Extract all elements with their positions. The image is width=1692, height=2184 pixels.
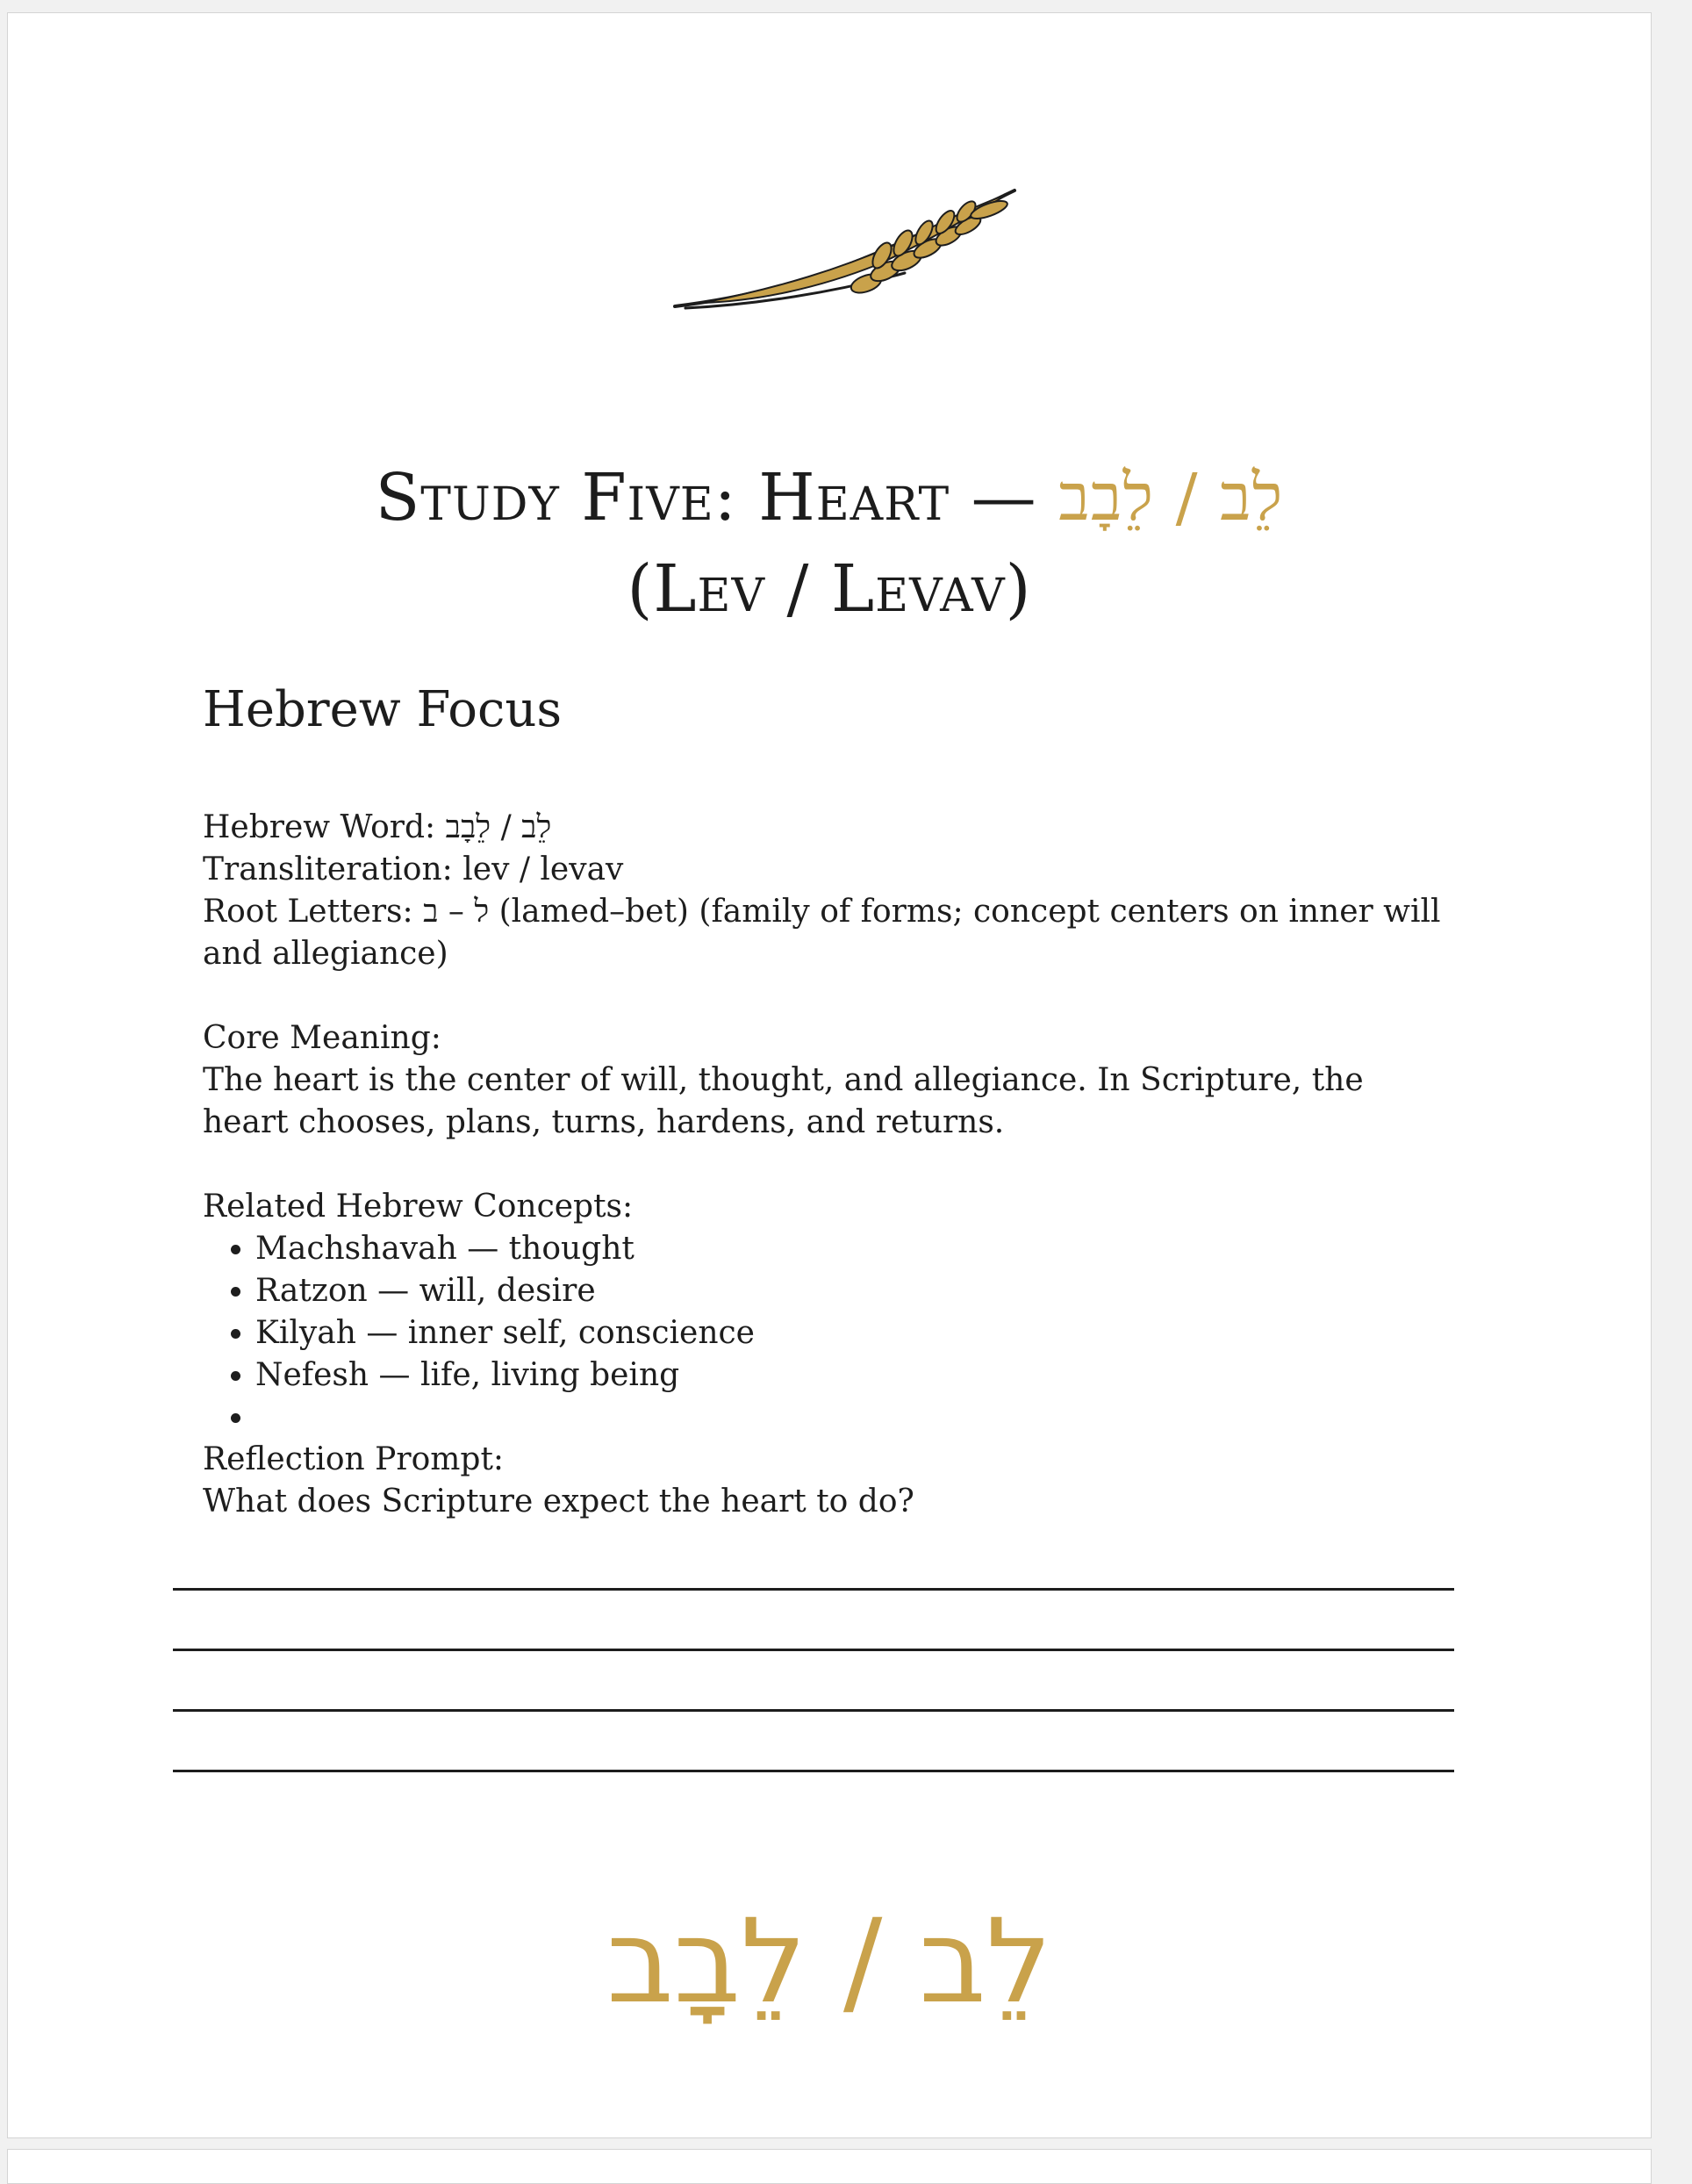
list-item: • Ratzon — will, desire bbox=[255, 1270, 1449, 1312]
list-item: • Kilyah — inner self, conscience bbox=[255, 1312, 1449, 1354]
hebrew-word-label: Hebrew Word: bbox=[203, 809, 436, 845]
writing-line bbox=[173, 1709, 1454, 1712]
transliteration-label: Transliteration: bbox=[203, 851, 453, 887]
hebrew-word-value: לֵב / לֵבָב bbox=[445, 809, 552, 845]
transliteration-value: lev / levav bbox=[462, 851, 624, 887]
document-page bbox=[7, 12, 1652, 2138]
root-letters-label: Root Letters: bbox=[203, 894, 413, 930]
next-page-edge bbox=[7, 2149, 1652, 2184]
document-title bbox=[8, 452, 1651, 635]
reflection-prompt-text: What does Scripture expect the heart to do? bbox=[203, 1484, 914, 1519]
footer-hebrew-word: לֵב / לֵבָב bbox=[606, 1894, 1052, 2030]
core-meaning-label: Core Meaning: bbox=[203, 1020, 441, 1056]
title-hebrew: לֵב / לֵבָב bbox=[1058, 460, 1284, 535]
related-concepts-label: Related Hebrew Concepts: bbox=[203, 1189, 634, 1225]
related-concepts-list bbox=[203, 1228, 1449, 1439]
writing-line bbox=[173, 1649, 1454, 1651]
list-item: • Nefesh — life, living being bbox=[255, 1354, 1449, 1397]
title-text: Study Five: Heart — bbox=[375, 460, 1059, 535]
reflection-prompt-label: Reflection Prompt: bbox=[203, 1441, 505, 1477]
writing-line bbox=[173, 1770, 1454, 1772]
list-item: • Machshavah — thought bbox=[255, 1228, 1449, 1270]
hebrew-word-line bbox=[203, 807, 1449, 849]
list-item bbox=[255, 1397, 1449, 1439]
root-letters-value: ל – ב (lamed–bet) (family of forms; concept centers on inner will and allegiance) bbox=[203, 894, 1441, 972]
writing-line bbox=[173, 1588, 1454, 1591]
section-heading: Hebrew Focus bbox=[203, 681, 563, 738]
core-meaning-text: The heart is the center of will, thought, and allegiance. In Scripture, the heart chooses, plans, turns, hardens, and returns. bbox=[203, 1062, 1364, 1140]
text-block[interactable] bbox=[203, 807, 1449, 1523]
title-line-2: (Lev / Levav) bbox=[627, 551, 1032, 627]
transliteration-line bbox=[203, 849, 1449, 891]
writing-lines bbox=[173, 1588, 1454, 1830]
wheat-sprig-icon bbox=[668, 185, 1036, 326]
root-letters-line bbox=[203, 891, 1449, 975]
title-line-1 bbox=[8, 452, 1651, 543]
